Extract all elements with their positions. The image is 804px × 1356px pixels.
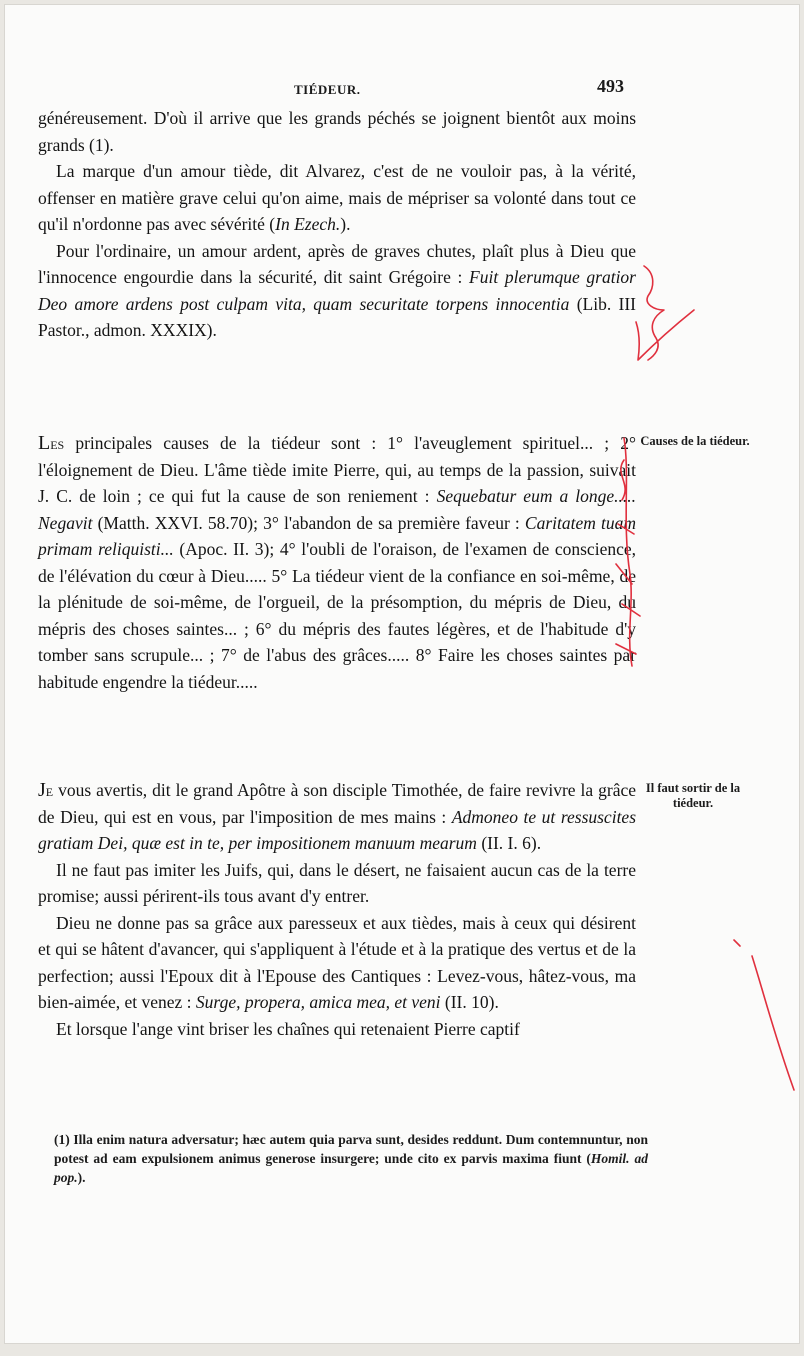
section-2 <box>38 430 636 695</box>
paragraph-causes: Les principales causes de la tiédeur sont : 1° l'aveuglement spirituel... ; 2° l'éloignement de Dieu. L'âme tiède imite Pierre, qui, au temps de la passion, suivait J. C. de loin ; ce qui fut la cause de son reniement : Sequebatur eum a longe..... Negavit (Matth. XXVI. 58.70); 3° l'abandon de sa première faveur : Caritatem tuam primam reliquisti... (Apoc. II. 3); 4° l'oubli de l'oraison, de l'examen de conscience, de l'élévation du cœur à Dieu..... 5° La tiédeur vient de la confiance en soi-même, de la plénitude de soi-même, de l'orgueil, de la présomption, du mépris de Dieu, du mépris des choses saintes... ; 6° du mépris des fautes légères, et de l'habitude d'y tomber sans scrupule... ; 7° de l'abus des grâces..... 8° Faire les choses saintes par habitude engendre la tiédeur..... <box>38 432 636 692</box>
side-note-causes: Causes de la tiédeur. <box>640 434 750 448</box>
pencil-brace-mark <box>644 266 664 360</box>
paragraph-alvarez: La marque d'un amour tiède, dit Alvarez, c'est de ne vouloir pas, à la vérité, offenser en matière grave celui qu'on aime, mais de mépriser sa volonté dans tout ce qu'il n'ordonne pas avec sévérité (In Ezech.). <box>38 161 636 234</box>
paragraph-ange: Et lorsque l'ange vint briser les chaînes qui retenaient Pierre captif <box>56 1018 520 1039</box>
section-3 <box>38 777 636 1042</box>
pencil-diagonal-mark <box>752 956 794 1090</box>
pencil-check-mark <box>636 310 694 360</box>
paragraph-timothee: Je vous avertis, dit le grand Apôtre à son disciple Timothée, de faire revivre la grâce de Dieu, qui est en vous, par l'imposition de mes mains : Admoneo te ut ressuscites gratiam Dei, quæ est in te, per impositionem manuum mearum (II. I. 6). <box>38 779 637 853</box>
paragraph-continuation: généreusement. D'où il arrive que les grands péchés se joignent bientôt aux moins grands (1). <box>38 108 636 155</box>
section-1 <box>38 105 636 344</box>
footnote: (1) Illa enim natura adversatur; hæc autem quia parva sunt, desides reddunt. Dum contemnuntur, non potest ad eam expulsionem animus generose insurgere; unde cito ex parvis maxima fiunt (Homil. ad pop.). <box>54 1132 648 1185</box>
side-note-sortir: Il faut sortir de la tiédeur. <box>645 781 741 810</box>
paragraph-cantiques: Dieu ne donne pas sa grâce aux paresseux et aux tièdes, mais à ceux qui désirent et qui se hâtent d'avancer, qui s'appliquent à l'étude et à la pratique des vertus et de la perfection; aussi l'Epoux dit à l'Epouse des Cantiques : Levez-vous, hâtez-vous, ma bien-aimée, et venez : Surge, propera, amica mea, et veni (II. 10). <box>38 912 636 1012</box>
pencil-tick-mark <box>734 940 740 946</box>
paragraph-gregoire: Pour l'ordinaire, un amour ardent, après de graves chutes, plaît plus à Dieu que l'innocence engourdie dans la sécurité, dit saint Grégoire : Fuit plerumque gratior Deo amore ardens post culpam vita, quam securitate torpens innocentia (Lib. III Pastor., admon. XXXIX). <box>38 240 636 340</box>
book-page <box>4 4 800 1344</box>
page-number: 493 <box>597 76 624 96</box>
page-header <box>38 76 636 100</box>
paragraph-juifs: Il ne faut pas imiter les Juifs, qui, dans le désert, ne faisaient aucun cas de la terre promise; aussi périrent-ils tous avant d'y entrer. <box>38 859 636 906</box>
dropcap: J <box>38 779 46 801</box>
dropcap: L <box>38 432 51 454</box>
running-title: TIÉDEUR. <box>294 82 361 97</box>
